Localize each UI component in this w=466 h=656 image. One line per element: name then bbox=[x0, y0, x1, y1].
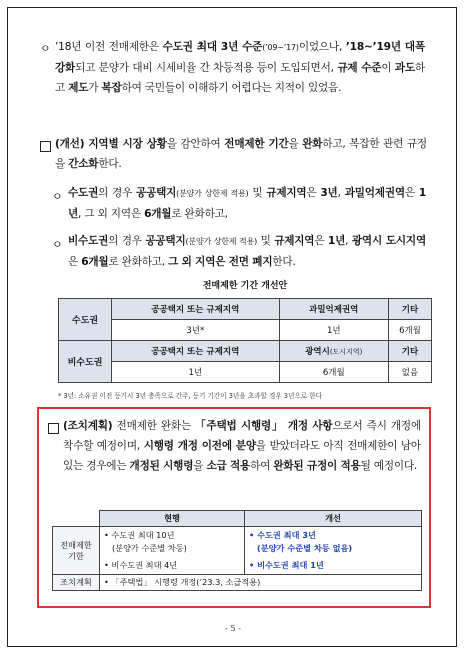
circle-bullet-icon: ㅇ bbox=[52, 190, 63, 203]
square-bullet-icon bbox=[40, 141, 51, 152]
empty-corner bbox=[53, 511, 100, 527]
table-cell: 6개월 bbox=[388, 320, 431, 341]
circle-bullet-icon: ㅇ bbox=[52, 238, 63, 251]
col-head: 공공택지 또는 규제지역 bbox=[112, 299, 280, 320]
row-head-noncapital: 비수도권 bbox=[59, 341, 112, 383]
table-cell: 6개월 bbox=[279, 362, 388, 383]
section-action-plan: (조치계획) 전매제한 완화는 「주택법 시행령」 개정 사항으로서 즉시 개정에 착수할 예정이며, 시행령 개정 이전에 분양을 받았더라도 아직 전매제한이 남아있는 경우에는 개정된 시행령을 소급 적용하여 완화된 규정이 적용될 예정이다. bbox=[63, 420, 421, 472]
improved-cell: • 수도권 최대 3년 (분양가 수준별 차등 없음) • 비수도권 최대 1년 bbox=[245, 527, 422, 575]
table-cell: 1년 bbox=[112, 362, 280, 383]
row-head-plan: 조치계획 bbox=[53, 575, 100, 591]
col-head: 기타 bbox=[388, 341, 431, 362]
comparison-table bbox=[52, 510, 422, 591]
col-head-improved: 개선 bbox=[245, 511, 422, 527]
table-caption: 전매제한 기간 개선안 bbox=[202, 281, 288, 291]
row-head-period: 전매제한 기한 bbox=[53, 527, 100, 575]
current-cell: • 수도권 최대 10년 (분양가 수준별 차등) • 비수도권 최대 4년 bbox=[100, 527, 245, 575]
paragraph-history: ’18년 이전 전매제한은 수도권 최대 3년 수준(’09~’17)이었으나, ’18~’19년 대폭 강화되고 분양가 대비 시세비율 간 차등적용 등이 도입되면서, 규제 수준이 과도하고 제도가 복잡하여 국민들이 이해하기 어렵다는 지적이 있었음. bbox=[55, 41, 426, 94]
col-head-current: 현행 bbox=[100, 511, 245, 527]
resale-period-table bbox=[58, 298, 432, 383]
plan-cell: • 「주택법」 시행령 개정(’23.3, 소급적용) bbox=[100, 575, 422, 591]
col-head: 과밀억제권역 bbox=[279, 299, 388, 320]
circle-bullet-icon: ㅇ bbox=[40, 42, 51, 55]
paragraph-noncapital: 비수도권의 경우 공공택지(분양가 상한제 적용) 및 규제지역은 1년, 광역시 도시지역은 6개월로 완화하고, 그 외 지역은 전면 폐지한다. bbox=[68, 235, 426, 268]
col-head: 기타 bbox=[388, 299, 431, 320]
table-footnote: * 3년: 소유권 이전 등기시 3년 충족으로 간주, 등기 기간이 3년을 초과할 경우 3년으로 한다 bbox=[58, 392, 322, 400]
col-head: 공공택지 또는 규제지역 bbox=[112, 341, 280, 362]
table-cell: 3년* bbox=[112, 320, 280, 341]
table-cell: 없음 bbox=[388, 362, 431, 383]
page-number: - 5 - bbox=[225, 624, 241, 633]
square-bullet-icon bbox=[48, 423, 59, 434]
paragraph-capital: 수도권의 경우 공공택지(분양가 상한제 적용) 및 규제지역은 3년, 과밀억제권역은 1년, 그 외 지역은 6개월로 완화하고, bbox=[68, 187, 427, 220]
col-head: 광역시(도시지역) bbox=[279, 341, 388, 362]
row-head-capital: 수도권 bbox=[59, 299, 112, 341]
section-improvement: (개선) 지역별 시장 상황을 감안하여 전매제한 기간을 완화하고, 복잡한 관련 규정을 간소화한다. bbox=[55, 138, 427, 170]
table-cell: 1년 bbox=[279, 320, 388, 341]
